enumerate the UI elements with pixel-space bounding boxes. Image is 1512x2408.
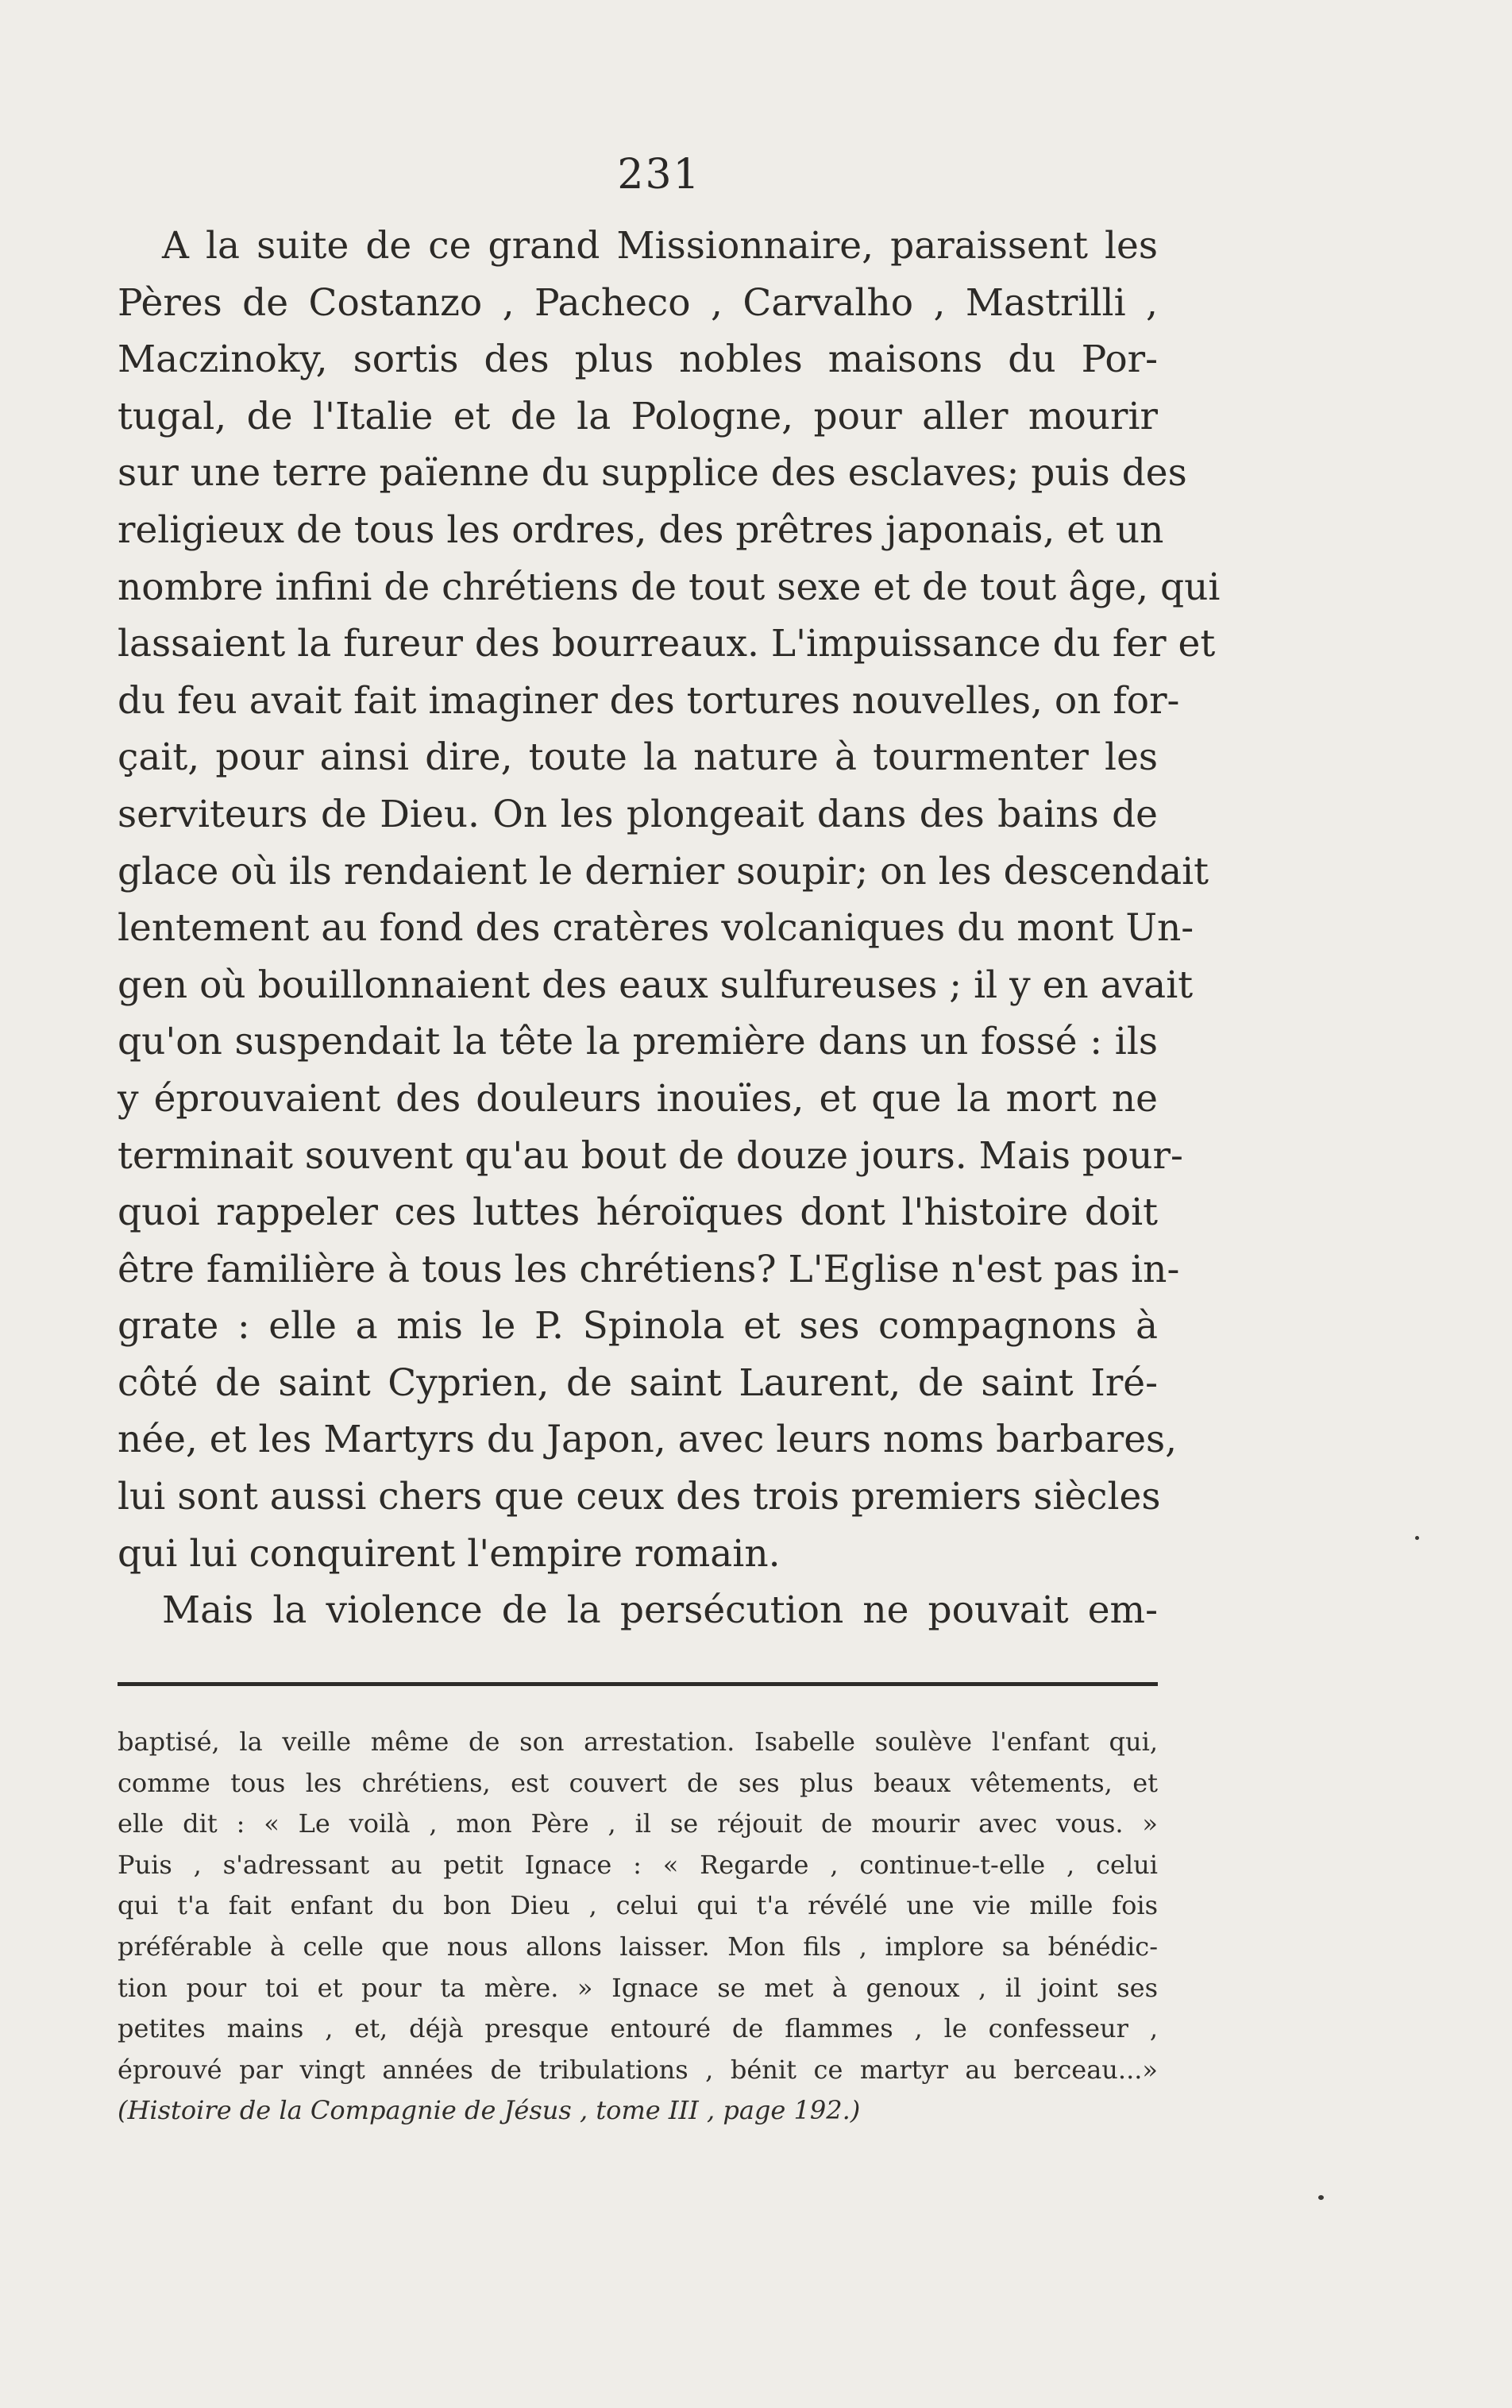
footnote-line: éprouvé par vingt années de tribulations , bénit ce martyr au berceau...» (118, 2054, 1158, 2085)
text-line: serviteurs de Dieu. On les plongeait dans des bains de (118, 792, 1158, 836)
page-number: 231 (617, 151, 701, 199)
footnote-line: petites mains , et, déjà presque entouré de flammes , le confesseur , (118, 2013, 1158, 2044)
text-line: çait, pour ainsi dire, toute la nature à tourmenter les (118, 735, 1158, 780)
text-line: qui lui conquirent l'empire romain. (118, 1531, 781, 1576)
text-line: être familière à tous les chrétiens? L'Eglise n'est pas in- (118, 1247, 1180, 1291)
text-line: Pères de Costanzo , Pacheco , Carvalho , Mastrilli , (118, 280, 1158, 325)
footnote-line: tion pour toi et pour ta mère. » Ignace se met à genoux , il joint ses (118, 1972, 1158, 2003)
text-line: Mais la violence de la persécution ne pouvait em- (162, 1588, 1158, 1633)
text-line: y éprouvaient des douleurs inouïes, et que la mort ne (118, 1076, 1158, 1121)
footnote-line: qui t'a fait enfant du bon Dieu , celui qui t'a révélé une vie mille fois (118, 1890, 1158, 1921)
footnote-separator (118, 1682, 1158, 1686)
text-line: qu'on suspendait la tête la première dans un fossé : ils (118, 1020, 1158, 1064)
text-line: quoi rappeler ces luttes héroïques dont l'histoire doit (118, 1190, 1158, 1235)
text-line: nombre infini de chrétiens de tout sexe et de tout âge, qui (118, 565, 1221, 609)
text-line: religieux de tous les ordres, des prêtres japonais, et un (118, 507, 1164, 552)
text-line: côté de saint Cyprien, de saint Laurent, de saint Iré- (118, 1360, 1158, 1405)
text-line: lui sont aussi chers que ceux des trois premiers siècles (118, 1475, 1161, 1519)
text-line: sur une terre païenne du supplice des esclaves; puis des (118, 451, 1187, 496)
text-line: terminait souvent qu'au bout de douze jours. Mais pour- (118, 1133, 1183, 1178)
footnote-citation: (Histoire de la Compagnie de Jésus , tome III , page 192.) (118, 2095, 861, 2126)
text-line: lentement au fond des cratères volcaniques du mont Un- (118, 906, 1194, 951)
text-line: Maczinoky, sortis des plus nobles maisons du Por- (118, 338, 1158, 382)
text-line: gen où bouillonnaient des eaux sulfureuses ; il y en avait (118, 963, 1194, 1007)
text-line: grate : elle a mis le P. Spinola et ses compagnons à (118, 1304, 1158, 1349)
text-line: du feu avait fait imaginer des tortures nouvelles, on for- (118, 678, 1180, 723)
footnote-block (118, 1722, 1158, 2132)
text-line: A la suite de ce grand Missionnaire, paraissent les (162, 224, 1158, 268)
footnote-line: comme tous les chrétiens, est couvert de ses plus beaux vêtements, et (118, 1767, 1158, 1798)
text-line: glace où ils rendaient le dernier soupir; on les descendait (118, 849, 1209, 893)
paper-speck (1415, 1536, 1419, 1540)
footnote-line: baptisé, la veille même de son arrestation. Isabelle soulève l'enfant qui, (118, 1727, 1158, 1757)
text-line: née, et les Martyrs du Japon, avec leurs noms barbares, (118, 1418, 1178, 1462)
text-line: tugal, de l'Italie et de la Pologne, pour aller mourir (118, 394, 1158, 438)
footnote-line: elle dit : « Le voilà , mon Père , il se réjouit de mourir avec vous. » (118, 1808, 1158, 1839)
footnote-line: Puis , s'adressant au petit Ignace : « Regarde , continue-t-elle , celui (118, 1849, 1158, 1880)
text-line: lassaient la fureur des bourreaux. L'impuissance du fer et (118, 622, 1216, 666)
footnote-line: préférable à celle que nous allons laisser. Mon fils , implore sa bénédic- (118, 1931, 1158, 1962)
paper-speck (1318, 2195, 1324, 2200)
main-text-block (118, 218, 1221, 1639)
